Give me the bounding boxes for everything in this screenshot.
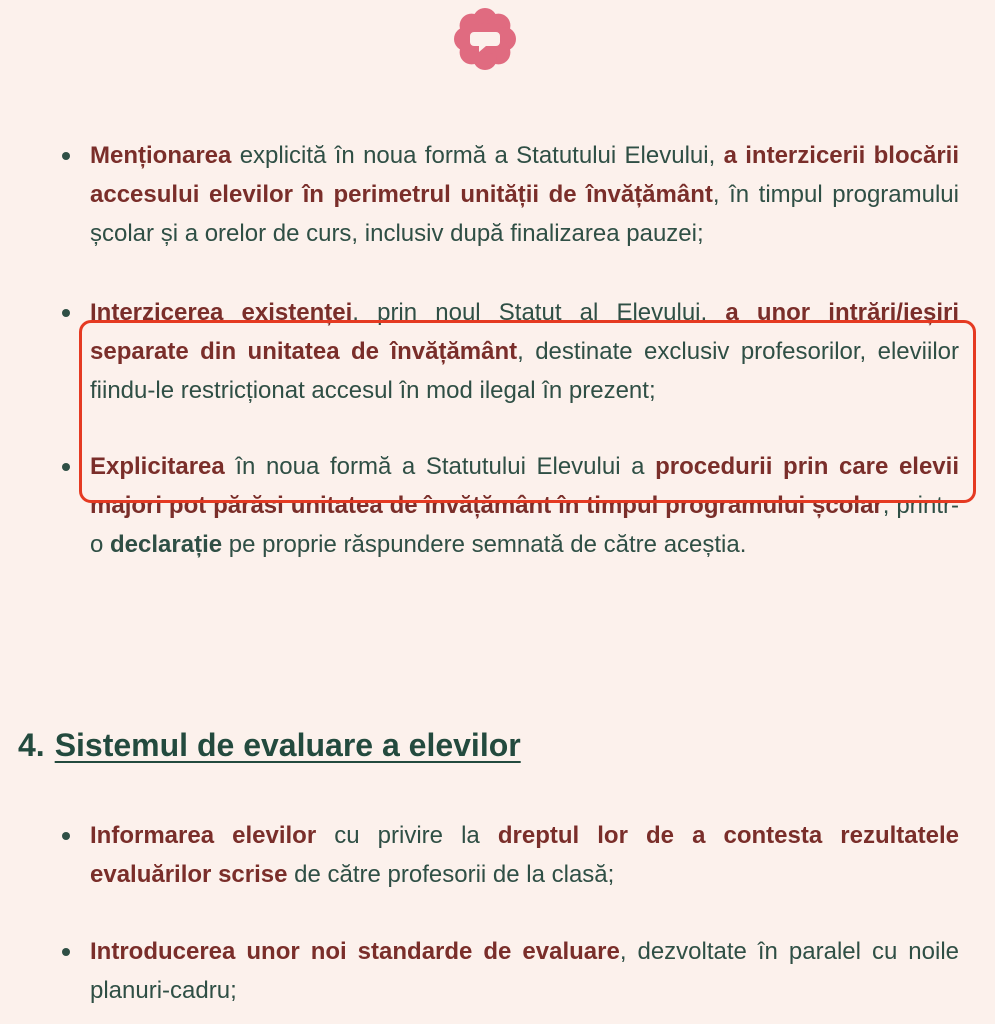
section-number: 4.	[18, 727, 45, 763]
list-item: Menționarea explicită în noua formă a Statutului Elevului, a interzicerii blocării accesului elevilor în perimetrul unității de învățământ, în timpul programului școlar și a orelor de curs, inclusiv după finalizarea pauzei;	[60, 136, 959, 253]
item-lead: Informarea elevilor	[90, 822, 317, 849]
section-heading	[18, 722, 521, 768]
list-item: Introducerea unor noi standarde de evaluare, dezvoltate în paralel cu noile planuri-cadru;	[60, 932, 959, 1010]
list-item-highlighted: Interzicerea existenței, prin noul Statut al Elevului, a unor intrări/ieșiri separate din unitatea de învățământ, destinate exclusiv profesorilor, eleviilor fiindu-le restricționat accesul în mod ilegal în prezent;	[60, 293, 959, 410]
list-item: Informarea elevilor cu privire la dreptul lor de a contesta rezultatele evaluărilor scrise de către profesorii de la clasă;	[60, 816, 959, 894]
item-lead: Introducerea unor noi standarde de evaluare	[90, 938, 620, 965]
item-lead: Explicitarea	[90, 453, 225, 480]
item-lead: Menționarea	[90, 142, 232, 169]
list-item: Explicitarea în noua formă a Statutului Elevului a procedurii prin care elevii majori pot părăsi unitatea de învățământ în timpul programului școlar, printr-o declarație pe proprie răspundere semnată de către aceștia.	[60, 447, 959, 564]
evaluation-list	[60, 816, 959, 1010]
section-title: Sistemul de evaluare a elevilor	[54, 727, 521, 763]
flower-chat-logo-icon	[452, 6, 518, 72]
item-lead: Interzicerea existenței	[90, 299, 353, 326]
highlight-box	[79, 320, 976, 503]
